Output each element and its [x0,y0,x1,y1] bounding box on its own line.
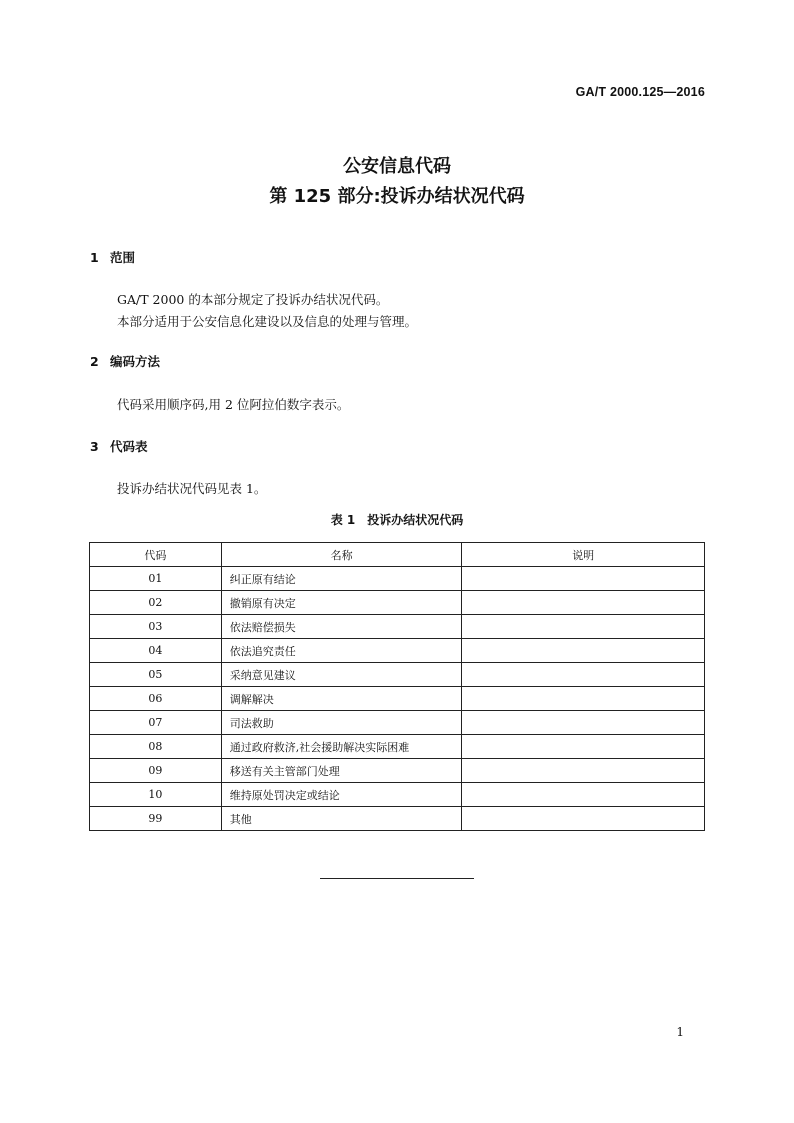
section-title: 编码方法 [110,354,161,369]
section-title: 代码表 [110,439,148,454]
table-caption-label: 表 1 [330,513,356,527]
end-rule [320,878,474,879]
cell-note [462,567,705,591]
cell-code: 07 [90,711,222,735]
cell-note [462,735,705,759]
header-code: 代码 [90,543,222,567]
cell-name: 依法追究责任 [221,639,462,663]
table-row [90,639,705,663]
document-title: 公安信息代码 [343,156,451,177]
page-number: 1 [676,1025,684,1039]
cell-code: 09 [90,759,222,783]
table-row [90,759,705,783]
cell-note [462,783,705,807]
cell-name: 司法救助 [221,711,462,735]
paragraph: 代码采用顺序码,用 2 位阿拉伯数字表示。 [117,397,350,412]
cell-code: 05 [90,663,222,687]
cell-note [462,615,705,639]
header-note: 说明 [462,543,705,567]
code-table [89,542,705,831]
cell-name: 移送有关主管部门处理 [221,759,462,783]
cell-note [462,759,705,783]
cell-note [462,807,705,831]
table-row [90,807,705,831]
cell-name: 调解解决 [221,687,462,711]
cell-note [462,663,705,687]
cell-code: 10 [90,783,222,807]
table-caption-title: 投诉办结状况代码 [367,513,464,527]
table-row [90,687,705,711]
table-row [90,663,705,687]
cell-note [462,687,705,711]
cell-name: 维持原处罚决定或结论 [221,783,462,807]
cell-name: 采纳意见建议 [221,663,462,687]
cell-name: 纠正原有结论 [221,567,462,591]
cell-name: 其他 [221,807,462,831]
table-row [90,711,705,735]
section-number: 1 [90,250,99,265]
cell-note [462,639,705,663]
cell-code: 99 [90,807,222,831]
paragraph: GA/T 2000 的本部分规定了投诉办结状况代码。 [117,292,389,307]
section-number: 2 [90,354,99,369]
paragraph: 投诉办结状况代码见表 1。 [117,481,267,496]
cell-code: 08 [90,735,222,759]
section-title: 范围 [110,250,136,265]
section-heading-scope [90,248,135,266]
section-number: 3 [90,439,99,454]
cell-code: 01 [90,567,222,591]
cell-name: 通过政府救济,社会援助解决实际困难 [221,735,462,759]
table-header-row [90,543,705,567]
table-caption [0,511,794,528]
table-row [90,591,705,615]
standard-number: GA/T 2000.125—2016 [575,85,705,99]
cell-code: 03 [90,615,222,639]
cell-note [462,711,705,735]
table-row [90,783,705,807]
cell-code: 04 [90,639,222,663]
table-row [90,735,705,759]
cell-note [462,591,705,615]
cell-code: 02 [90,591,222,615]
table-row [90,615,705,639]
cell-code: 06 [90,687,222,711]
section-heading-code-table [90,437,148,455]
paragraph: 本部分适用于公安信息化建设以及信息的处理与管理。 [117,314,418,329]
cell-name: 撤销原有决定 [221,591,462,615]
section-heading-coding-method [90,352,160,370]
cell-name: 依法赔偿损失 [221,615,462,639]
document-subtitle: 第 125 部分:投诉办结状况代码 [269,186,525,207]
table-row [90,567,705,591]
header-name: 名称 [221,543,462,567]
